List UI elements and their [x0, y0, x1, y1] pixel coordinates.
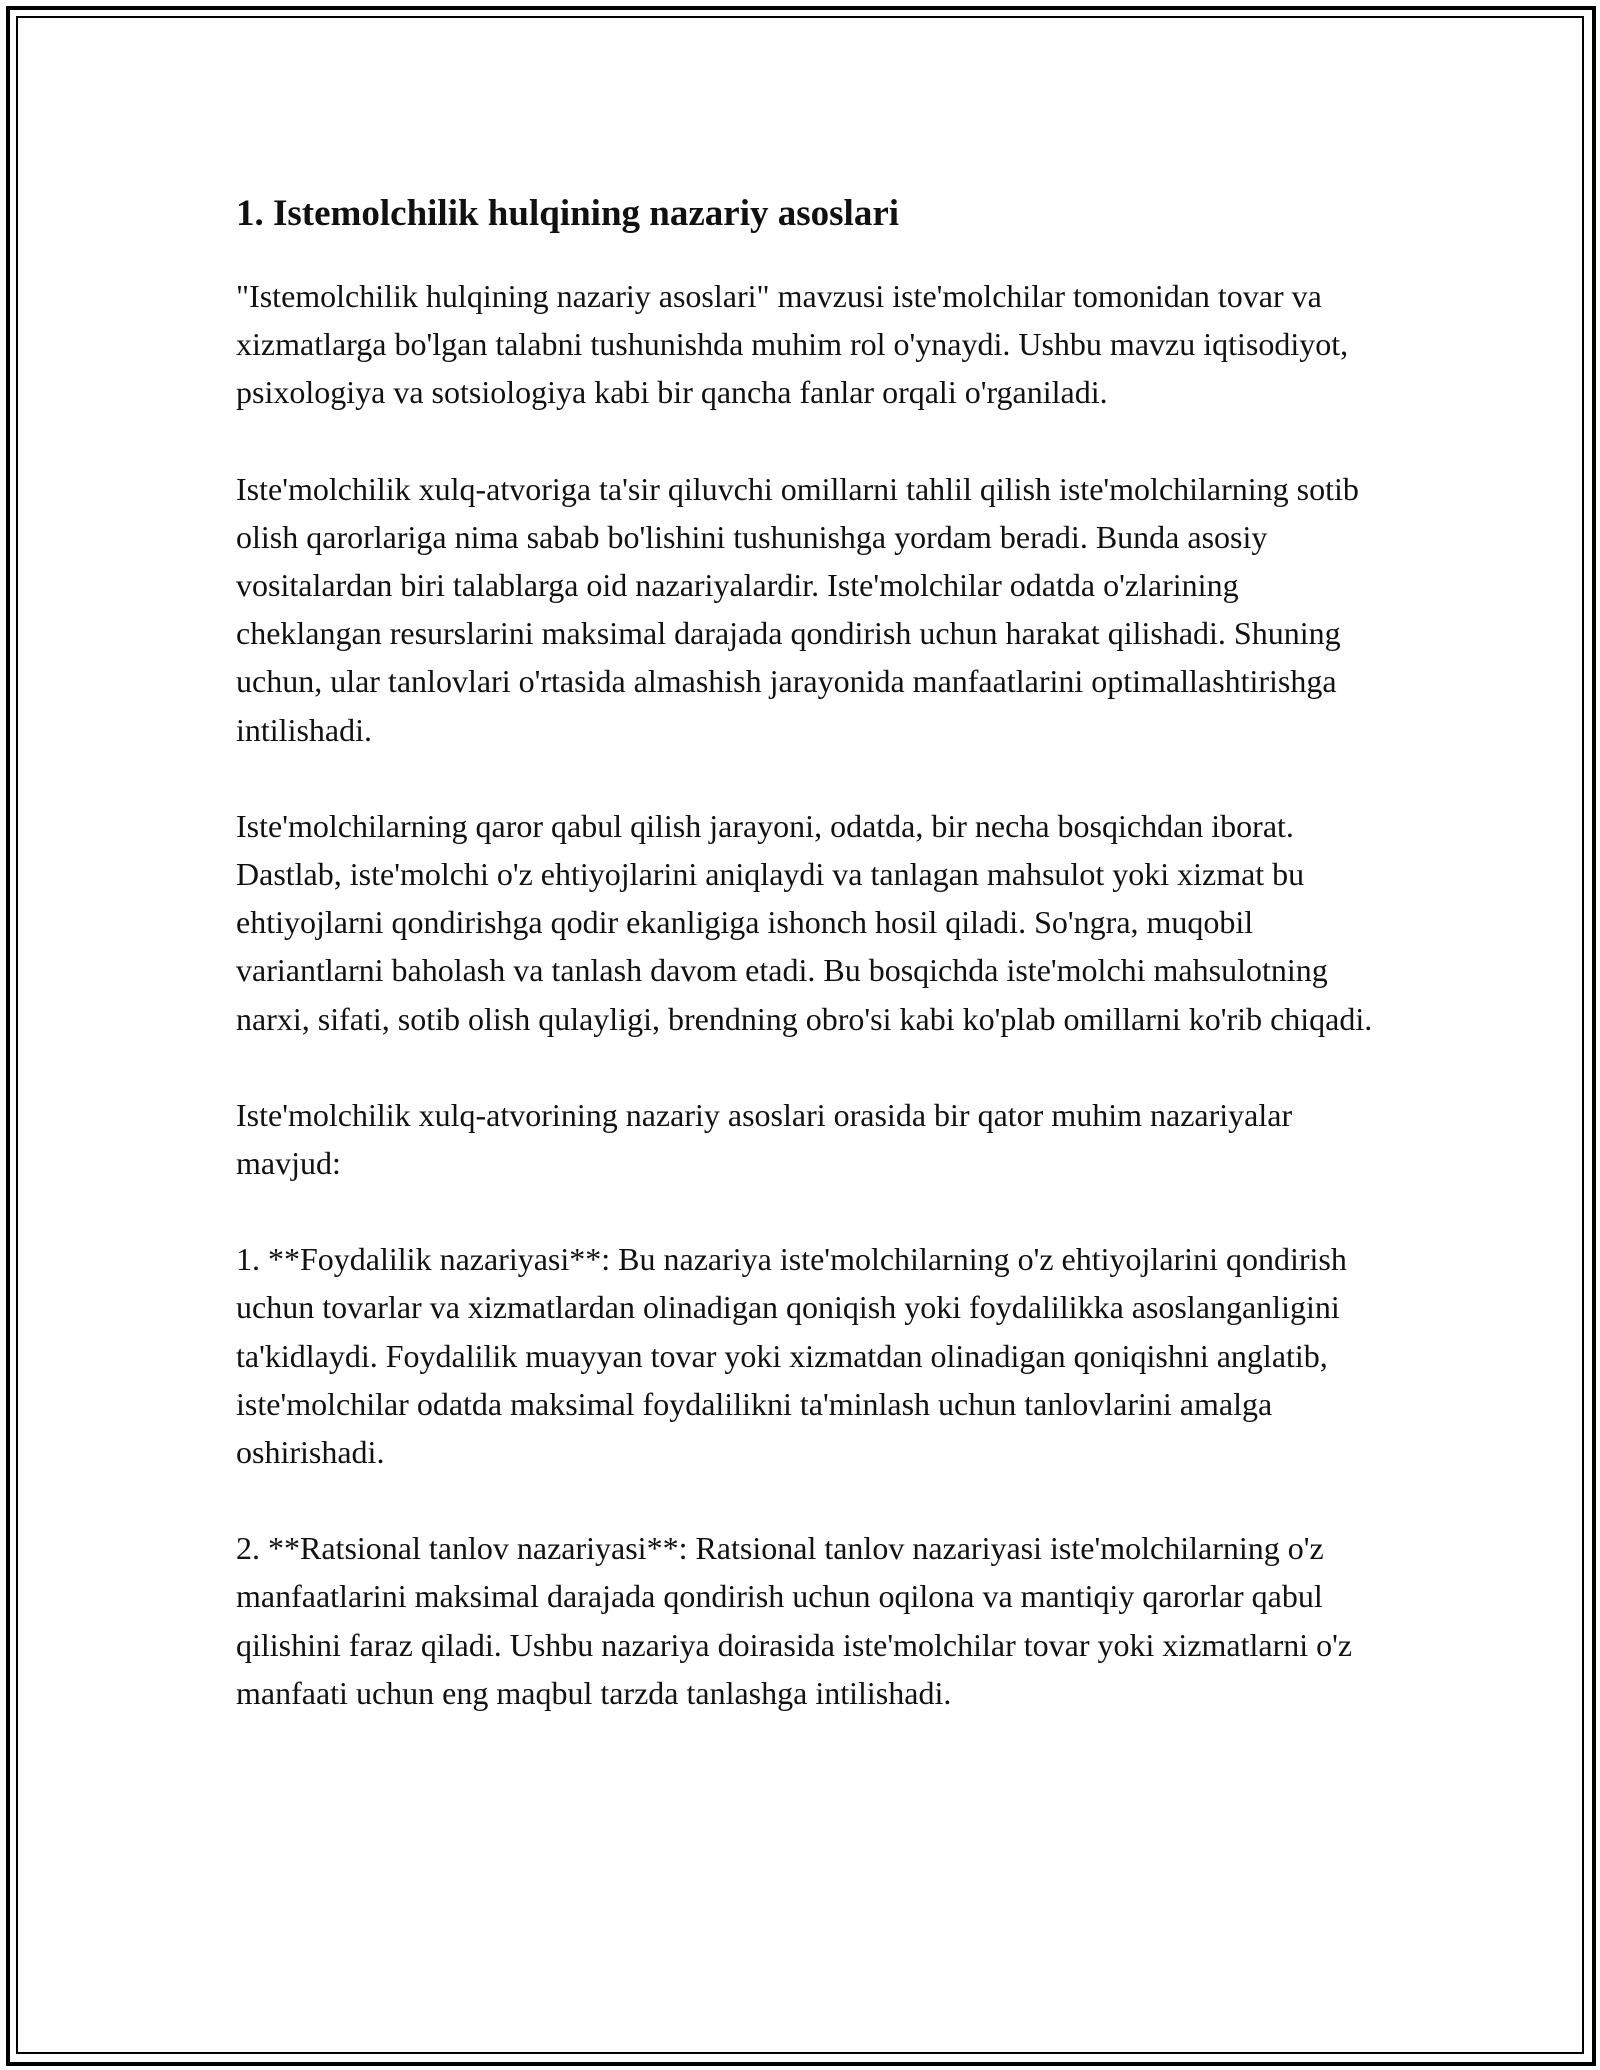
paragraph-factors: Iste'molchilik xulq-atvoriga ta'sir qiluvchi omillarni tahlil qilish iste'molchilarning sotib olish qarorlariga nima sabab bo'lishini tushunishga yordam beradi. Bunda asosiy vositalardan biri talablarga oid nazariyalardir. Iste'molchilar odatda o'zlarining cheklangan resurslarini maksimal darajada qondirish uchun harakat qilishadi. Shuning uchun, ular tanlovlari o'rtasida almashish jarayonida manfaatlarini optimallashtirishga intilishadi. [236, 470, 1359, 748]
paragraph-decision-process: Iste'molchilarning qaror qabul qilish jarayoni, odatda, bir necha bosqichdan iborat. Dastlab, iste'molchi o'z ehtiyojlarini aniqlaydi va tanlagan mahsulot yoki xizmat bu ehtiyojlarni qondirishga qodir ekanligiga ishonch hosil qiladi. So'ngra, muqobil variantlarni baholash va tanlash davom etadi. Bu bosqichda iste'molchi mahsulotning narxi, sifati, sotib olish qulayligi, brendning obro'si kabi ko'plab omillarni ko'rib chiqadi. [236, 807, 1373, 1037]
paragraph-utility-theory: 1. **Foydalilik nazariyasi**: Bu nazariya iste'molchilarning o'z ehtiyojlarini qondirish uchun tovarlar va xizmatlardan olinadigan qoniqish yoki foydalilikka asoslanganligini ta'kidlaydi. Foydalilik muayyan tovar yoki xizmatdan olinadigan qoniqishni anglatib, iste'molchilar odatda maksimal foydalilikni ta'minlash uchun tanlovlarini amalga oshirishadi. [236, 1241, 1347, 1471]
document-body [236, 182, 1376, 1765]
paragraph-intro: "Istemolchilik hulqining nazariy asoslari" mavzusi iste'molchilar tomonidan tovar va xizmatlarga bo'lgan talabni tushunishda muhim rol o'ynaydi. Ushbu mavzu iqtisodiyot, psixologiya va sotsiologiya kabi bir qancha fanlar orqali o'rganiladi. [236, 278, 1349, 411]
paragraph-rational-choice-theory: 2. **Ratsional tanlov nazariyasi**: Ratsional tanlov nazariyasi iste'molchilarning o'z manfaatlarini maksimal darajada qondirish uchun oqilona va mantiqiy qarorlar qabul qilishini faraz qiladi. Ushbu nazariya doirasida iste'molchilar tovar yoki xizmatlarni o'z manfaati uchun eng maqbul tarzda tanlashga intilishadi. [236, 1530, 1353, 1711]
paragraph-theories-intro: Iste'molchilik xulq-atvorining nazariy asoslari orasida bir qator muhim nazariyalar mavjud: [236, 1096, 1293, 1182]
document-title: 1. Istemolchilik hulqining nazariy asoslari [236, 193, 900, 234]
